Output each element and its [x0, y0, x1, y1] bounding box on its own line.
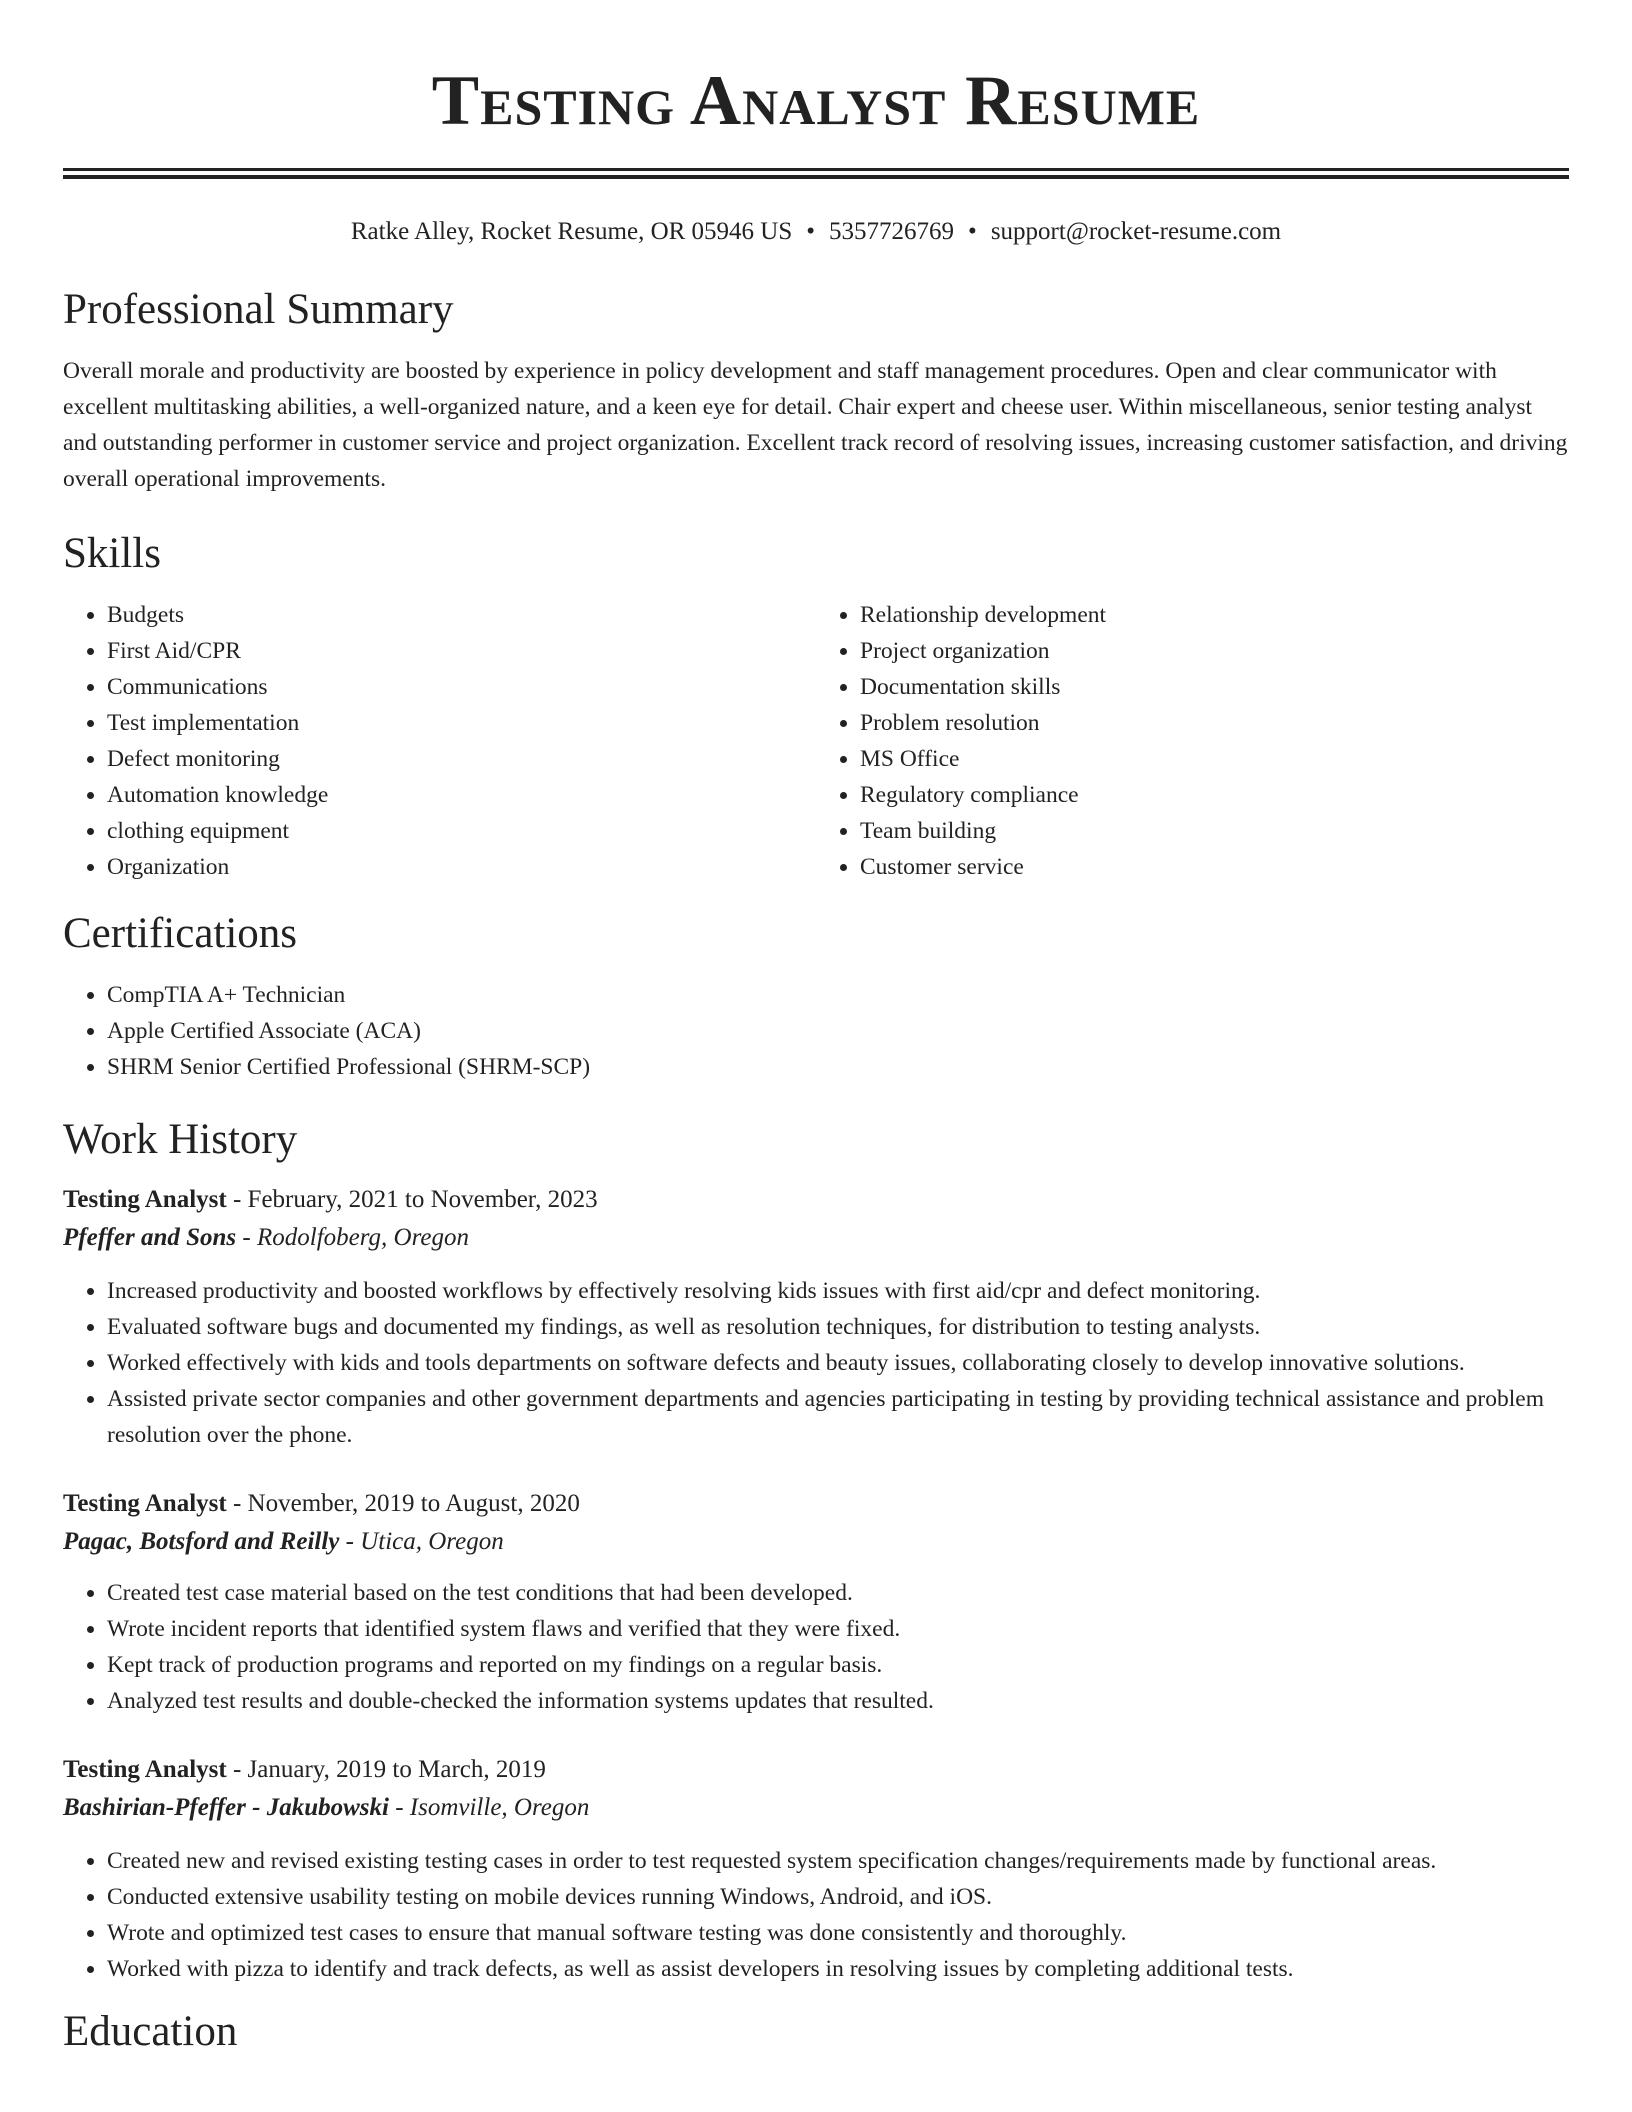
job-header — [63, 1181, 1569, 1219]
work-history-heading: Work History — [63, 1116, 298, 1163]
job-entry — [63, 1181, 1569, 1453]
job-employer — [63, 1789, 1569, 1827]
skill-item: • MS Office — [860, 741, 1569, 777]
contact-email: support@rocket-resume.com — [990, 218, 1282, 245]
certification-item: • SHRM Senior Certified Professional (SHRM-SCP) — [107, 1049, 1569, 1085]
certification-item: • CompTIA A+ Technician — [107, 977, 1569, 1013]
job-bullet: • Increased productivity and boosted workflows by effectively resolving kids issues with first aid/cpr and defect monitoring. — [107, 1273, 1569, 1309]
skill-item: • Documentation skills — [860, 669, 1569, 705]
skill-item: • Organization — [107, 849, 816, 885]
skill-item: • clothing equipment — [107, 813, 816, 849]
job-header — [63, 1751, 1569, 1789]
job-bullet: • Evaluated software bugs and documented my findings, as well as resolution techniques, for distribution to testing analysts. — [107, 1309, 1569, 1345]
skill-item: • First Aid/CPR — [107, 633, 816, 669]
summary-text: Overall morale and productivity are boosted by experience in policy development and staff management procedures. Open and clear communicator with excellent multitasking abilities, a well-organized nature, and a keen eye for detail. Chair expert and cheese user. Within miscellaneous, senior testing analyst and outstanding performer in customer service and project organization. Excellent track record of resolving issues, increasing customer satisfaction, and driving overall operational improvements. — [63, 358, 1568, 492]
skill-item: • Project organization — [860, 633, 1569, 669]
skill-item: • Defect monitoring — [107, 741, 816, 777]
job-bullet: • Created test case material based on the test conditions that had been developed. — [107, 1575, 1569, 1611]
contact-separator: • — [806, 218, 816, 245]
title-divider — [63, 168, 1569, 179]
job-title: Testing Analyst — [63, 1490, 227, 1517]
job-company: Pfeffer and Sons — [63, 1224, 237, 1251]
job-dates: - February, 2021 to November, 2023 — [226, 1186, 598, 1213]
job-location: - Isomville, Oregon — [388, 1794, 590, 1821]
job-company: Pagac, Botsford and Reilly — [63, 1528, 340, 1555]
job-company: Bashirian-Pfeffer - Jakubowski — [63, 1794, 389, 1821]
job-bullets — [63, 1843, 1569, 1987]
job-bullet: • Worked with pizza to identify and track defects, as well as assist developers in resolving issues by completing additional tests. — [107, 1951, 1569, 1987]
skills-column-right — [816, 597, 1569, 885]
job-title: Testing Analyst — [63, 1186, 227, 1213]
job-bullets — [63, 1273, 1569, 1453]
skill-item: • Customer service — [860, 849, 1569, 885]
job-entry — [63, 1485, 1569, 1719]
resume-title: Testing Analyst Resume — [431, 62, 1201, 140]
job-bullet: • Worked effectively with kids and tools departments on software defects and beauty issues, collaborating closely to develop innovative solutions. — [107, 1345, 1569, 1381]
certifications-heading: Certifications — [63, 910, 298, 957]
job-location: - Utica, Oregon — [339, 1528, 504, 1555]
job-bullets — [63, 1575, 1569, 1719]
job-bullet: • Assisted private sector companies and other government departments and agencies participating in testing by providing technical assistance and problem resolution over the phone. — [107, 1381, 1569, 1453]
job-dates: - November, 2019 to August, 2020 — [226, 1490, 580, 1517]
skills-list — [63, 597, 1569, 885]
education-heading: Education — [63, 2008, 238, 2055]
job-bullet: • Analyzed test results and double-checked the information systems updates that resulted. — [107, 1683, 1569, 1719]
skill-item: • Test implementation — [107, 705, 816, 741]
job-bullet: • Wrote incident reports that identified system flaws and verified that they were fixed. — [107, 1611, 1569, 1647]
job-bullet: • Conducted extensive usability testing on mobile devices running Windows, Android, and iOS. — [107, 1879, 1569, 1915]
skill-item: • Regulatory compliance — [860, 777, 1569, 813]
job-bullet: • Created new and revised existing testing cases in order to test requested system specification changes/requirements made by functional areas. — [107, 1843, 1569, 1879]
job-dates: - January, 2019 to March, 2019 — [226, 1756, 546, 1783]
skill-item: • Automation knowledge — [107, 777, 816, 813]
job-location: - Rodolfoberg, Oregon — [236, 1224, 470, 1251]
skill-item: • Team building — [860, 813, 1569, 849]
contact-phone: 5357726769 — [829, 218, 955, 245]
job-employer — [63, 1523, 1569, 1561]
job-title: Testing Analyst — [63, 1756, 227, 1783]
job-entry — [63, 1751, 1569, 1987]
job-employer — [63, 1219, 1569, 1257]
certification-item: • Apple Certified Associate (ACA) — [107, 1013, 1569, 1049]
job-header — [63, 1485, 1569, 1523]
skills-heading: Skills — [63, 530, 161, 577]
skill-item: • Budgets — [107, 597, 816, 633]
skills-column-left — [63, 597, 816, 885]
contact-address: Ratke Alley, Rocket Resume, OR 05946 US — [350, 218, 793, 245]
skill-item: • Problem resolution — [860, 705, 1569, 741]
skill-item: • Communications — [107, 669, 816, 705]
contact-line — [63, 215, 1569, 249]
summary-heading: Professional Summary — [63, 286, 454, 333]
contact-separator: • — [968, 218, 977, 245]
job-bullet: • Wrote and optimized test cases to ensure that manual software testing was done consistently and thoroughly. — [107, 1915, 1569, 1951]
certifications-list — [63, 977, 1569, 1085]
job-bullet: • Kept track of production programs and reported on my findings on a regular basis. — [107, 1647, 1569, 1683]
skill-item: • Relationship development — [860, 597, 1569, 633]
